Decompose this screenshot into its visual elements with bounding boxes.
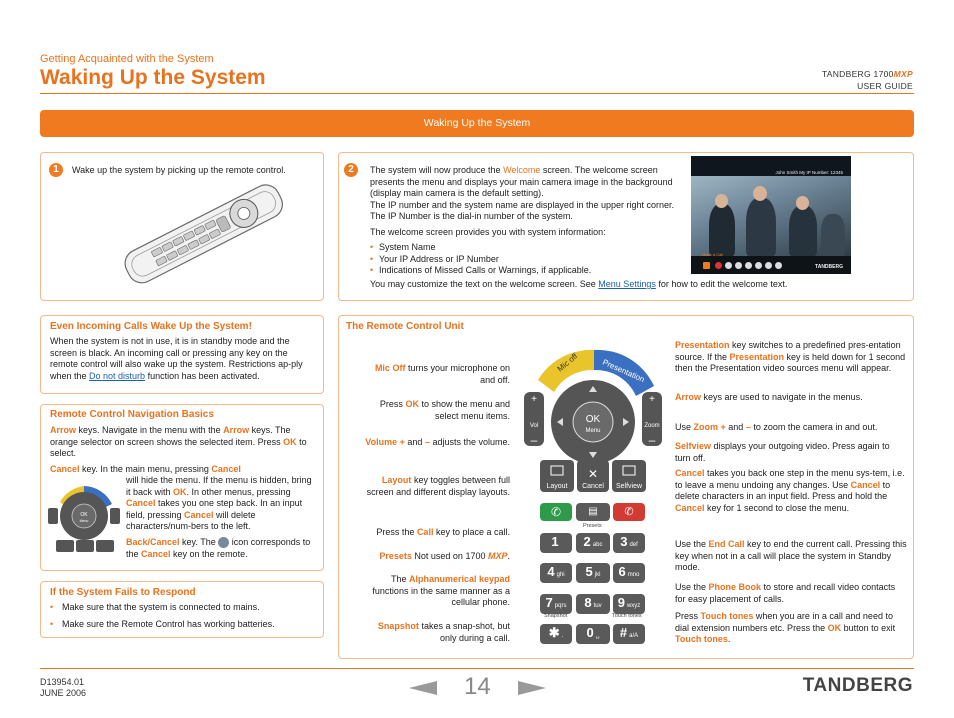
presentation-label: Presentation — [601, 357, 646, 385]
key-3: 3 def — [613, 533, 645, 553]
list-item: • Your IP Address or IP Number — [370, 254, 680, 266]
product-suffix: MXP — [893, 69, 913, 79]
svg-text:Menu: Menu — [79, 519, 89, 523]
phone-book-description: Use the Phone Book to store and recall video contacts for easy placement of calls. — [675, 582, 896, 604]
page-number: 14 — [464, 673, 491, 700]
navigation-cancel-line: Cancel key. In the main menu, pressing Cancel — [50, 464, 241, 474]
arrow-description: Arrow keys are used to navigate in the menus. — [675, 392, 863, 402]
navigation-back-text: Back/Cancel key. The icon corresponds to the Cancel key on the remote. — [126, 537, 311, 559]
list-item: • System Name — [370, 242, 680, 254]
list-item: • Make sure the Remote Control has working batteries. — [44, 619, 320, 631]
key-4: 4 ghi — [540, 563, 572, 583]
vol-label: Vol — [529, 423, 539, 429]
key-9: 9 wxyz — [613, 594, 645, 614]
step1-number: 1 — [49, 163, 63, 177]
product-name: TANDBERG 1700 — [821, 69, 894, 79]
document-info — [40, 677, 86, 699]
step2-paragraph-4: You may customize the text on the welcome screen. See Menu Settings for how to edit the welcome text. — [370, 279, 788, 289]
svg-text:–: – — [530, 433, 538, 447]
svg-text:–: – — [648, 433, 656, 447]
ok-description: Press OK to show the menu and select menu items. — [379, 399, 510, 421]
layout-description: Layout key toggles between full screen and different display layouts. — [366, 475, 510, 497]
list-item: • Make sure that the system is connected to mains. — [44, 602, 320, 614]
presentation-description: Presentation key switches to a predefined pres-entation source. If the Presentation key is held down for 1 second then the Presentation video sources menu will appear. — [675, 340, 906, 373]
next-page-arrow-icon[interactable] — [518, 681, 546, 695]
step1-text: Wake up the system by picking up the remote control. — [72, 165, 286, 175]
remote-control-image — [110, 180, 295, 295]
document-number: D13954.01 — [40, 677, 85, 687]
end-call-description: Use the End Call key to end the current call. Pressing this key when not in a call will place the system in Standby mode. — [675, 539, 907, 572]
snapshot-label: Snapshot — [544, 613, 568, 619]
alphanumeric-keypad — [540, 533, 646, 645]
footer-divider — [40, 668, 914, 669]
presets-description: Presets Not used on 1700 MXP. — [379, 551, 510, 561]
alphanumeric-description: The Alphanumerical keypad functions in the same manner as a cellular phone. — [372, 574, 510, 607]
list-item: • Indications of Missed Calls or Warnings, if applicable. — [370, 265, 680, 277]
step2-number: 2 — [344, 163, 358, 177]
previous-page-arrow-icon[interactable] — [409, 681, 437, 695]
incoming-calls-heading: Even Incoming Calls Wake Up the System! — [50, 321, 252, 332]
touch-tones-description: Press Touch tones when you are in a call and need to dial extension numbers etc. Press the OK button to exit Touch tones. — [675, 611, 896, 644]
system-fails-list — [44, 602, 320, 635]
do-not-disturb-link[interactable]: Do not disturb — [89, 370, 146, 381]
key-star: ✱ . — [540, 624, 572, 644]
step2-paragraph-2: The IP number and the system name are displayed in the upper right corner. The IP Number is the dial-in number of the system. — [370, 199, 675, 221]
mic-off-label: Mic off — [555, 351, 580, 374]
step2-text — [370, 165, 680, 277]
welcome-screen-image — [691, 156, 851, 274]
volume-description: Volume + and – adjusts the volume. — [365, 437, 510, 447]
back-cancel-icon — [218, 537, 229, 548]
welcome-brand: TANDBERG — [815, 264, 843, 270]
phone-book-key: ▤ — [576, 503, 610, 521]
mic-off-description: Mic Off turns your microphone on and off. — [374, 363, 510, 385]
system-info-list — [370, 242, 680, 277]
zoom-label: Zoom — [644, 423, 660, 429]
presets-label: Presets — [583, 523, 602, 529]
welcome-menu-label: Make a Call — [702, 252, 724, 257]
header-divider — [40, 93, 914, 94]
touch-tones-label: Touch tones — [612, 613, 642, 619]
remote-control-unit-heading: The Remote Control Unit — [346, 321, 464, 332]
welcome-screen-topbar: John Smith My IP Number: 12345 — [691, 156, 851, 176]
remote-navigation-graphic — [516, 340, 666, 500]
svg-text:✕: ✕ — [587, 467, 599, 481]
step2-paragraph-3: The welcome screen provides you with system information: — [370, 226, 606, 237]
zoom-description: Use Zoom + and – to zoom the camera in and out. — [675, 422, 878, 432]
section-label: Getting Acquainted with the System — [40, 53, 214, 65]
call-description: Press the Call key to place a call. — [376, 527, 510, 537]
incoming-calls-text: When the system is not in use, it is in standby mode and the screen is black. An incoming call or pressing any key on the remote control will also wake up the system. Restrictions ap-ply when the Do not disturb function has been activated. — [50, 336, 303, 381]
navigation-basics-heading: Remote Control Navigation Basics — [50, 409, 214, 420]
snapshot-description: Snapshot takes a snap-shot, but only during a call. — [377, 621, 510, 643]
svg-text:+: + — [531, 394, 537, 405]
svg-text:+: + — [649, 394, 655, 405]
cancel-description: Cancel takes you back one step in the menu sys-tem, i.e. to leave a menu undoing any changes. Use Cancel to delete characters in an input field. Press and hold the Cancel key for 1 second to close the menu. — [675, 468, 905, 513]
selfview-description: Selfview displays your outgoing video. Press again to turn off. — [675, 441, 890, 463]
key-7: 7 pqrs — [540, 594, 572, 614]
key-2: 2 abc — [576, 533, 610, 553]
navigation-arrow-text: Arrow keys. Navigate in the menu with the Arrow keys. The orange selector on screen shows the selected item. Press OK to select. — [50, 425, 307, 458]
product-label — [822, 68, 913, 92]
key-8: 8 tuv — [576, 594, 610, 614]
key-5: 5 jkl — [576, 563, 610, 583]
cancel-label: Cancel — [582, 483, 604, 490]
ok-label: OK — [585, 414, 601, 425]
welcome-screen-menubar — [691, 252, 851, 274]
navigation-keypad-image — [46, 478, 122, 554]
layout-label: Layout — [546, 483, 568, 490]
navigation-cancel-text: will hide the menu. If the menu is hidden, bring it back with OK. In other menus, pressing Cancel takes you one step back. In an input field, pressing Cancel will delete characters/num-bers to the left. — [126, 475, 312, 531]
section-banner: Waking Up the System — [40, 110, 914, 137]
key-6: 6 mno — [613, 563, 645, 583]
end-call-key: ✆ — [613, 503, 645, 521]
guide-label: USER GUIDE — [857, 81, 913, 91]
menu-settings-link[interactable]: Menu Settings — [598, 279, 656, 289]
tandberg-logo: TANDBERG — [802, 675, 913, 696]
key-0: 0 ␣ — [576, 624, 610, 644]
key-hash: # a/A — [613, 624, 645, 644]
page-title: Waking Up the System — [40, 66, 266, 89]
selfview-label: Selfview — [615, 483, 643, 490]
welcome-screen-photo — [691, 176, 851, 256]
svg-text:OK: OK — [80, 512, 88, 518]
key-1: 1 — [540, 533, 572, 553]
system-fails-heading: If the System Fails to Respond — [50, 587, 196, 598]
document-date: JUNE 2006 — [40, 688, 87, 698]
call-key: ✆ — [540, 503, 572, 521]
menu-label: Menu — [585, 428, 601, 434]
step2-paragraph-1: The system will now produce the Welcome screen. The welcome screen presents the menu and displays your main camera image in the background (display main camera is the default setting). — [370, 165, 673, 198]
